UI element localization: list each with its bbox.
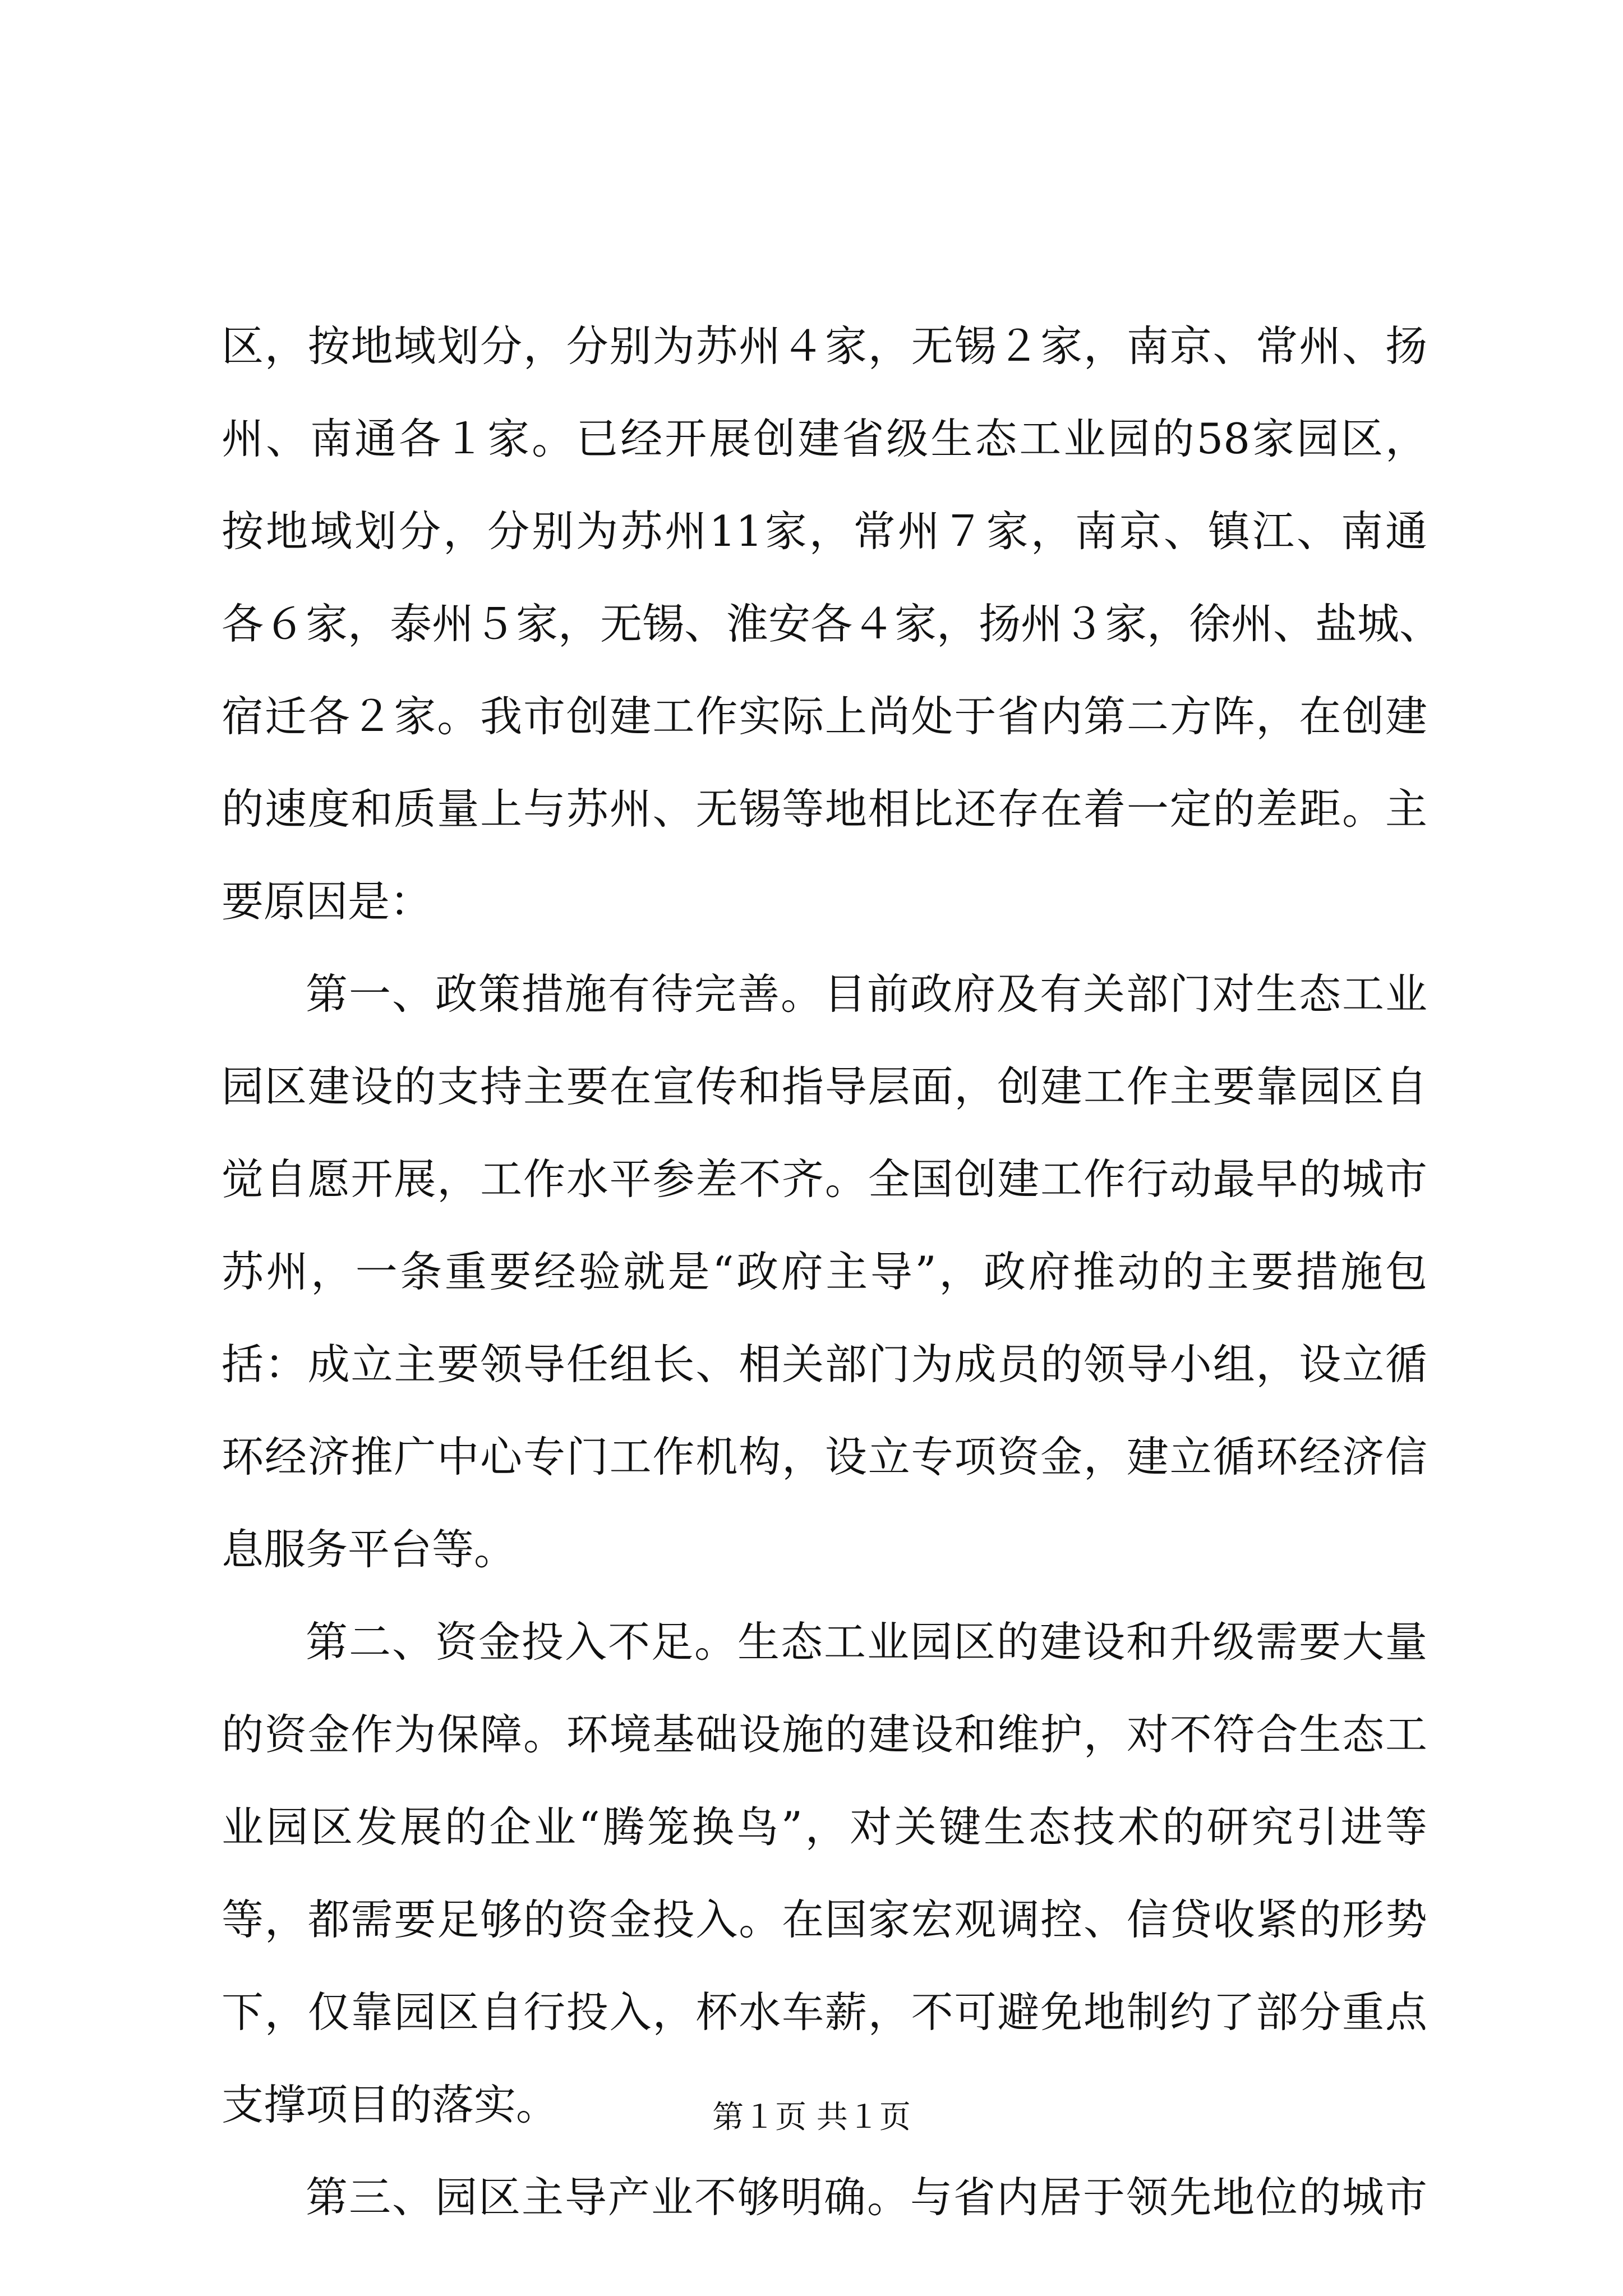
page-number-label: 第１页 共１页 [712,2099,911,2136]
text-line: 园区建设的支持主要在宣传和指导层面，创建工作主要靠园区自 [222,1062,1427,1111]
body-text [222,300,1442,2244]
text-line: 宿迁各２家。我市创建工作实际上尚处于省内第二方阵，在创建 [222,692,1427,741]
page-footer [0,2095,1623,2140]
text-line: 的资金作为保障。环境基础设施的建设和维护，对不符合生态工 [222,1710,1427,1759]
text-line: 括：成立主要领导任组长、相关部门为成员的领导小组，设立循 [222,1340,1427,1389]
text-line: 区，按地域划分，分别为苏州４家，无锡２家，南京、常州、扬 [222,321,1427,371]
text-line: 觉自愿开展，工作水平参差不齐。全国创建工作行动最早的城市 [222,1154,1427,1204]
text-line: 州、南通各１家。已经开展创建省级生态工业园的58家园区， [222,414,1427,463]
text-line: 要原因是： [222,877,432,926]
text-line: 各６家，泰州５家，无锡、淮安各４家，扬州３家，徐州、盐城、 [222,599,1442,648]
text-line: 苏州，一条重要经验就是“政府主导”，政府推动的主要措施包 [222,1247,1427,1296]
text-line: 等，都需要足够的资金投入。在国家宏观调控、信贷收紧的形势 [222,1895,1427,1944]
text-line: 支撑项目的落实。 [222,2080,559,2129]
text-line: 息服务平台等。 [222,1525,517,1574]
text-line: 业园区发展的企业“腾笼换鸟”，对关键生态技术的研究引进等 [222,1802,1427,1852]
text-line: 按地域划分，分别为苏州11家，常州７家，南京、镇江、南通 [222,507,1427,556]
paragraph-start-line: 第三、园区主导产业不够明确。与省内居于领先地位的城市 [306,2173,1427,2222]
text-line: 的速度和质量上与苏州、无锡等地相比还存在着一定的差距。主 [222,784,1427,834]
paragraph-start-line: 第二、资金投入不足。生态工业园区的建设和升级需要大量 [306,1617,1427,1667]
paragraph-start-line: 第一、政策措施有待完善。目前政府及有关部门对生态工业 [306,969,1427,1019]
text-line: 下，仅靠园区自行投入，杯水车薪，不可避免地制约了部分重点 [222,1987,1427,2037]
text-line: 环经济推广中心专门工作机构，设立专项资金，建立循环经济信 [222,1432,1427,1481]
